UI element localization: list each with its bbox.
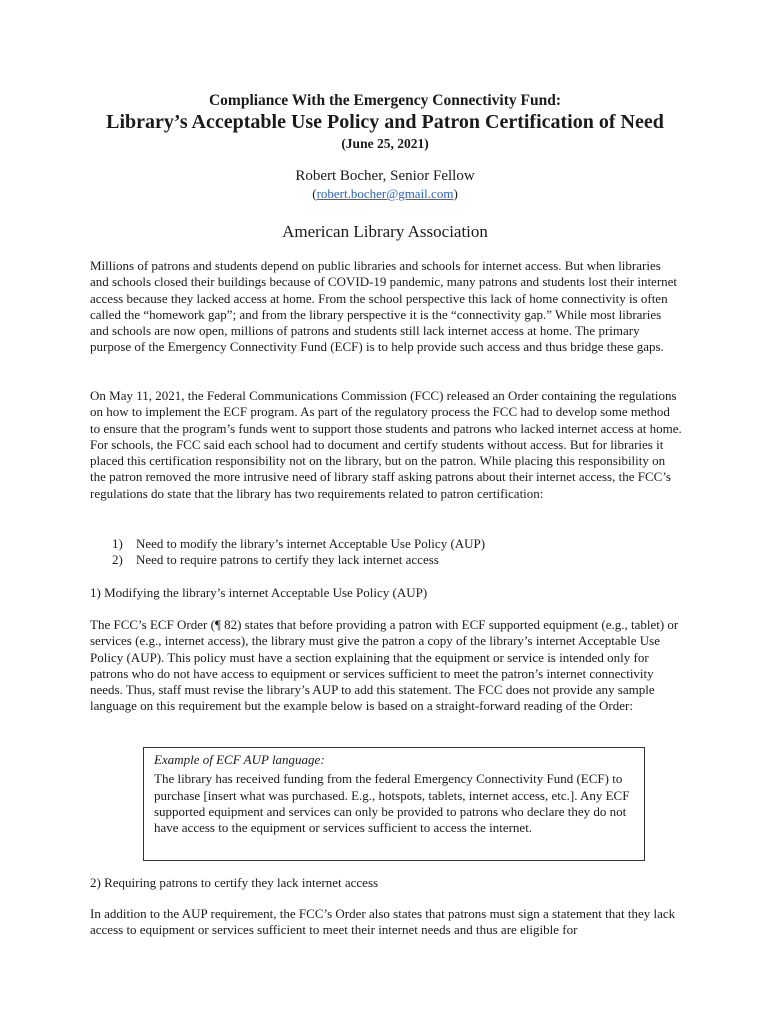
intro-paragraph: Millions of patrons and students depend on public libraries and schools for internet access. But when libraries and schools closed their buildings because of COVID-19 pandemic, many patrons and students lost their internet access because they lacked access at home. From the school perspective this lack of home connectivity is often called the “homework gap”; and from the library perspective it is the “connectivity gap.” While most libraries and schools are now open, millions of patrons and students still lack internet access at home. The primary purpose of the Emergency Connectivity Fund (ECF) is to help provide such access and thus bridge these gaps.	[90, 258, 678, 355]
example-title: Example of ECF AUP language:	[154, 752, 325, 767]
organization-name: American Library Association	[282, 222, 488, 241]
fcc-order-paragraph: On May 11, 2021, the Federal Communications Commission (FCC) released an Order containing the regulations on how to implement the ECF program. As part of the regulatory process the FCC had to develop some method to ensure that the program’s funds went to support those students and patrons who lacked internet access at home. For schools, the FCC said each school had to document and certify students without access. But for libraries it placed this certification responsibility not on the library, but on the patron. While placing this responsibility on the patron removed the more intrusive need of library staff asking patrons about their internet access, the FCC’s regulations do state that the library has two requirements related to patron certification:	[90, 388, 682, 501]
document-date: (June 25, 2021)	[341, 136, 429, 151]
requirement-text: Need to require patrons to certify they lack internet access	[136, 552, 439, 568]
author-email-line	[0, 186, 770, 202]
requirement-number: 2)	[112, 552, 123, 568]
aup-paragraph: The FCC’s ECF Order (¶ 82) states that before providing a patron with ECF supported equipment (e.g., tablet) or services (e.g., internet access), the library must give the patron a copy of the library’s internet Acceptable Use Policy (AUP). This policy must have a section explaining that the equipment or service is intended only for patrons who do not have access to equipment or services sufficient to meet the patron’s internet connectivity needs. Thus, staff must revise the library’s AUP to add this statement. The FCC does not provide any sample language on this requirement but the example below is based on a straight-forward reading of the Order:	[90, 617, 679, 714]
section-heading-aup: 1) Modifying the library’s internet Acceptable Use Policy (AUP)	[90, 585, 428, 600]
requirement-text: Need to modify the library’s internet Acceptable Use Policy (AUP)	[136, 536, 486, 551]
author-email-link[interactable]: robert.bocher@gmail.com	[316, 186, 454, 201]
example-aup-box	[143, 747, 645, 861]
certification-paragraph: In addition to the AUP requirement, the FCC’s Order also states that patrons must sign a statement that they lack access to equipment or services sufficient to meet their internet needs and thus are eligible for	[90, 906, 676, 938]
email-close-paren: )	[453, 186, 458, 201]
requirement-item	[112, 536, 485, 552]
section-heading-certification: 2) Requiring patrons to certify they lack internet access	[90, 875, 379, 890]
author-name: Robert Bocher, Senior Fellow	[295, 168, 475, 184]
email-open-paren: (	[312, 186, 317, 201]
requirement-number: 1)	[112, 536, 123, 551]
requirements-list	[112, 536, 485, 569]
example-text: The library has received funding from the federal Emergency Connectivity Fund (ECF) to purchase [insert what was purchased. E.g., hotspots, tablets, internet access, etc.]. Any ECF supported equipment and services can only be provided to patrons who declare they do not have access to the equipment or services sufficient to access the internet.	[154, 771, 630, 836]
document-title-line2: Library’s Acceptable Use Policy and Patron Certification of Need	[106, 111, 664, 133]
requirement-item	[112, 552, 485, 568]
document-title-line1: Compliance With the Emergency Connectivity Fund:	[208, 92, 562, 109]
